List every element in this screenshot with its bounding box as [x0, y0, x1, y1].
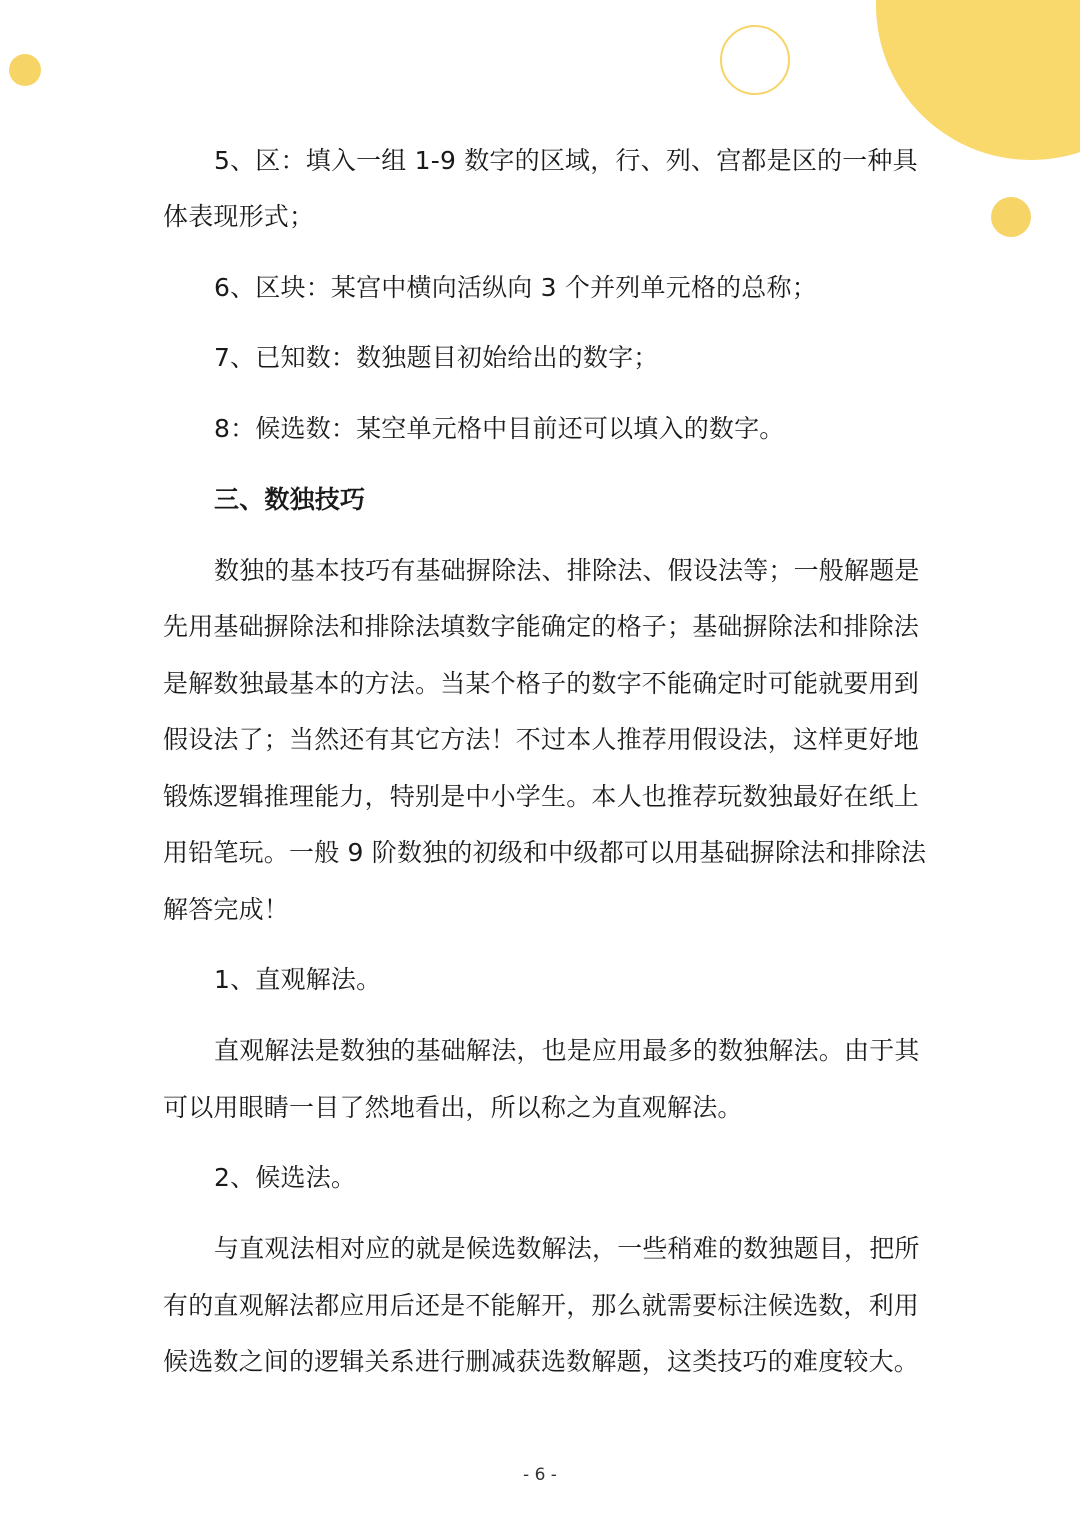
paragraph-line: 假设法了；当然还有其它方法！不过本人推荐用假设法，这样更好地 [163, 725, 920, 754]
paragraph-line: 锻炼逻辑推理能力，特别是中小学生。本人也推荐玩数独最好在纸上 [163, 782, 920, 811]
decorative-dot-left [9, 54, 41, 86]
decorative-dot-right [991, 197, 1031, 237]
list-item-8: 8：候选数：某空单元格中目前还可以填入的数字。 [214, 414, 785, 443]
paragraph-line: 有的直观解法都应用后还是不能解开，那么就需要标注候选数，利用 [163, 1291, 920, 1320]
paragraph-line: 数独的基本技巧有基础摒除法、排除法、假设法等；一般解题是 [214, 556, 920, 585]
decorative-large-circle [876, 0, 1080, 160]
subheading-intuitive-method: 1、直观解法。 [214, 965, 382, 994]
decorative-ring [720, 25, 790, 95]
paragraph-line: 候选数之间的逻辑关系进行删减获选数解题，这类技巧的难度较大。 [163, 1347, 920, 1376]
paragraph-line: 直观解法是数独的基础解法，也是应用最多的数独解法。由于其 [214, 1036, 920, 1065]
list-item-6: 6、区块：某宫中横向活纵向 3 个并列单元格的总称； [214, 273, 817, 302]
paragraph-line: 可以用眼睛一目了然地看出，所以称之为直观解法。 [163, 1093, 743, 1122]
paragraph-line: 与直观法相对应的就是候选数解法，一些稍难的数独题目，把所 [214, 1234, 920, 1263]
paragraph-line: 解答完成！ [163, 895, 290, 924]
paragraph-line: 是解数独最基本的方法。当某个格子的数字不能确定时可能就要用到 [163, 669, 920, 698]
list-item-5-continued: 体表现形式； [163, 202, 315, 231]
page-number: - 6 - [523, 1465, 557, 1485]
list-item-7: 7、已知数：数独题目初始给出的数字； [214, 343, 659, 372]
list-item-5: 5、区：填入一组 1-9 数字的区域，行、列、宫都是区的一种具 [214, 146, 918, 175]
section-heading: 三、数独技巧 [214, 485, 366, 514]
paragraph-line: 用铅笔玩。一般 9 阶数独的初级和中级都可以用基础摒除法和排除法 [163, 838, 927, 867]
paragraph-line: 先用基础摒除法和排除法填数字能确定的格子；基础摒除法和排除法 [163, 612, 920, 641]
subheading-candidate-method: 2、候选法。 [214, 1163, 357, 1192]
